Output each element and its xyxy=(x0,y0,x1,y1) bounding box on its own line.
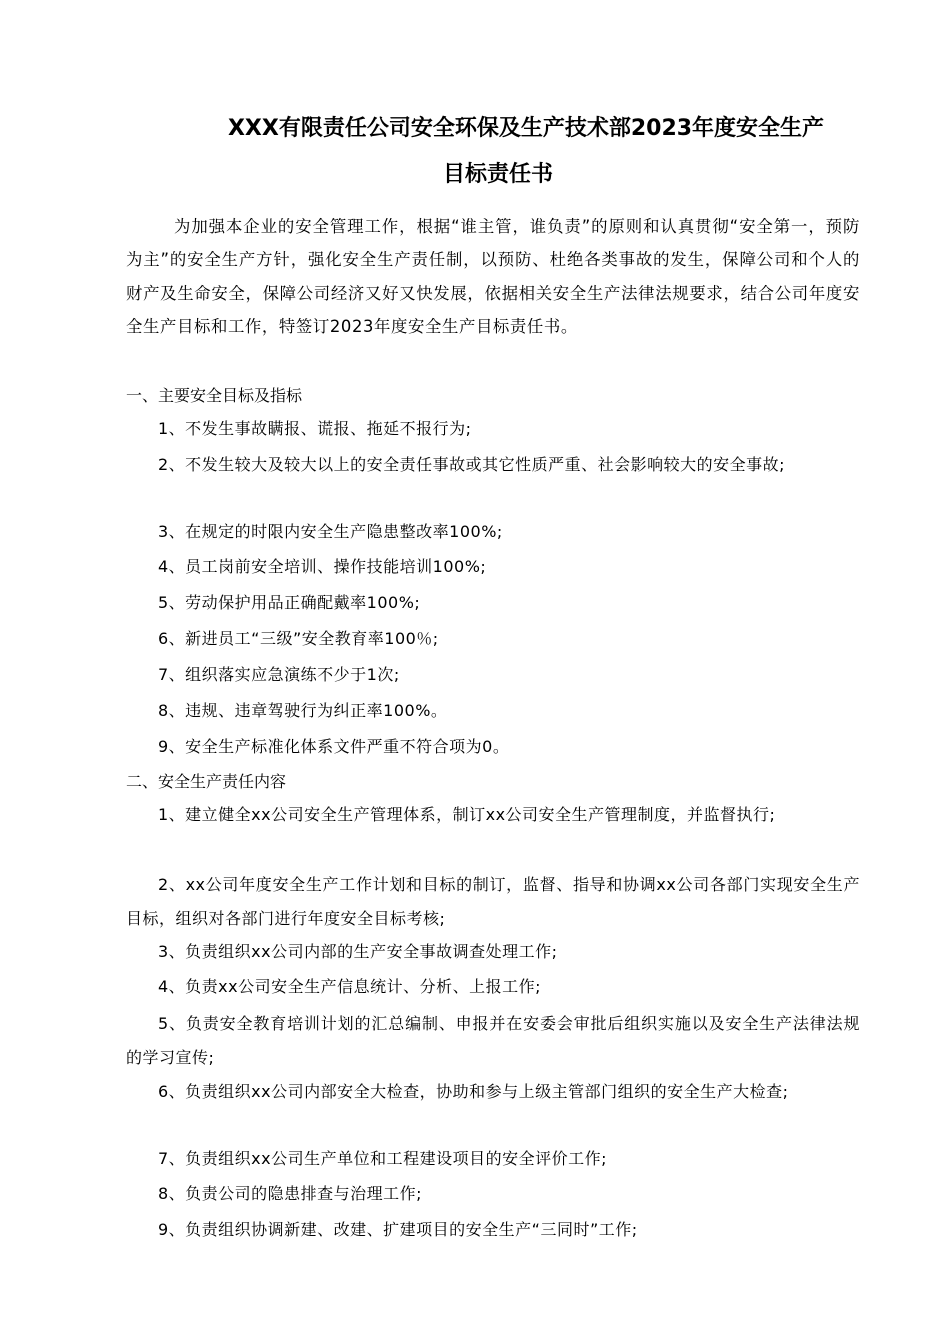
list-item: 3、负责组织xx公司内部的生产安全事故调查处理工作; xyxy=(158,942,558,961)
list-item: 3、在规定的时限内安全生产隐患整改率100%; xyxy=(158,522,503,541)
section-heading-targets: 一、主要安全目标及指标 xyxy=(126,386,303,405)
list-item: 2、xx公司年度安全生产工作计划和目标的制订，监督、指导和协调xx公司各部门实现安全生产目标，组织对各部门进行年度安全目标考核; xyxy=(126,875,860,928)
list-item: 2、不发生较大及较大以上的安全责任事故或其它性质严重、社会影响较大的安全事故; xyxy=(158,455,786,474)
document-title-line-2: 目标责任书 xyxy=(442,162,553,187)
intro-text: 为加强本企业的安全管理工作，根据“谁主管，谁负责”的原则和认真贯彻“安全第一，预防为主”的安全生产方针，强化安全生产责任制，以预防、杜绝各类事故的发生，保障公司和个人的财产及生命安全，保障公司经济又好又快发展，依据相关安全生产法律法规要求，结合公司年度安全生产目标和工作，特签订2023年度安全生产目标责任书。 xyxy=(126,217,860,337)
list-item: 1、不发生事故瞒报、谎报、拖延不报行为; xyxy=(158,419,472,438)
list-item: 8、负责公司的隐患排查与治理工作; xyxy=(158,1184,423,1203)
intro-paragraph xyxy=(126,210,860,344)
document-title-line-1: XXX有限责任公司安全环保及生产技术部2023年度安全生产 xyxy=(227,116,825,141)
list-item: 9、负责组织协调新建、改建、扩建项目的安全生产“三同时”工作; xyxy=(158,1220,638,1239)
list-item: 1、建立健全xx公司安全生产管理体系，制订xx公司安全生产管理制度，并监督执行; xyxy=(158,805,776,824)
section-heading-responsibilities: 二、安全生产责任内容 xyxy=(126,772,287,791)
list-item: 5、劳动保护用品正确配戴率100%; xyxy=(158,593,421,612)
list-item: 7、组织落实应急演练不少于1次; xyxy=(158,665,400,684)
list-item: 7、负责组织xx公司生产单位和工程建设项目的安全评价工作; xyxy=(158,1149,608,1168)
list-item: 8、违规、违章驾驶行为纠正率100%。 xyxy=(158,701,448,720)
list-item: 4、员工岗前安全培训、操作技能培训100%; xyxy=(158,557,487,576)
list-item: 5、负责安全教育培训计划的汇总编制、申报并在安委会审批后组织实施以及安全生产法律法规的学习宣传; xyxy=(126,1014,860,1067)
list-item: 6、负责组织xx公司内部安全大检查，协助和参与上级主管部门组织的安全生产大检查; xyxy=(158,1082,789,1101)
list-item: 9、安全生产标准化体系文件严重不符合项为0。 xyxy=(158,737,510,756)
list-item: 4、负责xx公司安全生产信息统计、分析、上报工作; xyxy=(158,977,542,996)
list-item: 6、新进员工“三级”安全教育率100％; xyxy=(158,629,439,648)
